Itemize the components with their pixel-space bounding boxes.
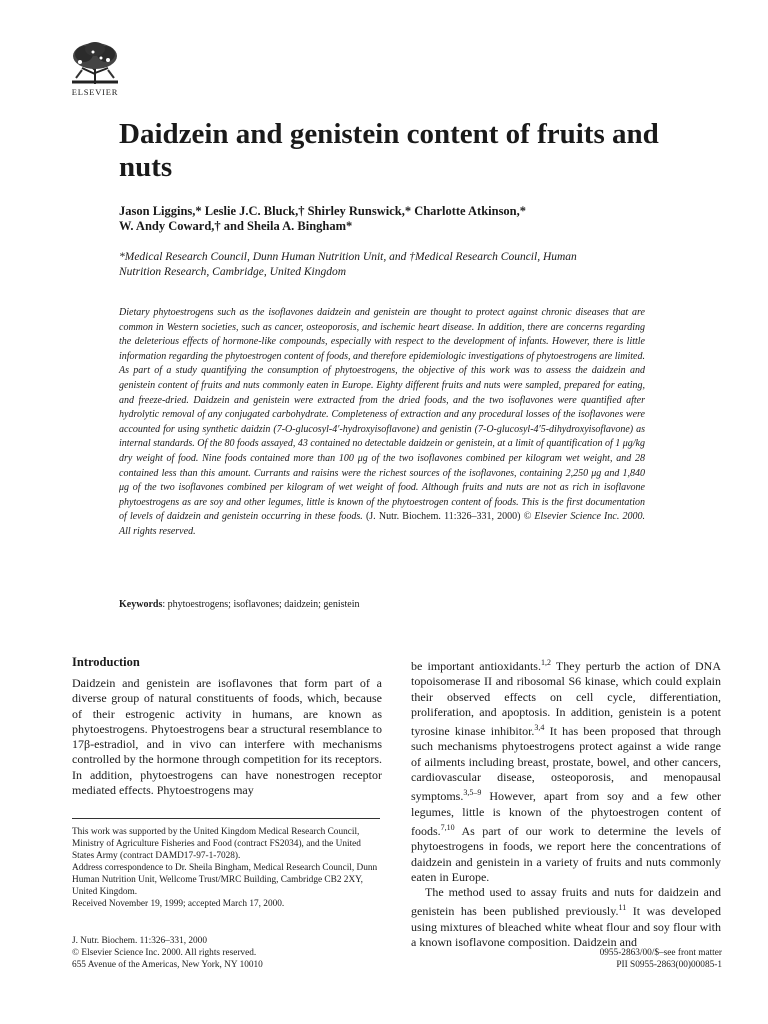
keywords-text: : phytoestrogens; isoflavones; daidzein; genistein	[162, 599, 360, 610]
left-column	[72, 676, 382, 798]
correspondence-note: Address correspondence to Dr. Sheila Bingham, Medical Research Council, Dunn Human Nutrition Unit, Wellcome Trust/MRC Building, Cambridge CB2 2XY, United Kingdom.	[72, 863, 378, 897]
abstract-body: Dietary phytoestrogens such as the isoflavones daidzein and genistein are thought to protect against chronic diseases that are common in Western societies, such as cancer, osteoporosis, and ischemic heart disease. In addition, there are concerns regarding the deleterious effects of hormone-like compounds, especially with respect to the development of infants. However, there is little information regarding the phytoestrogen content of foods, and therefore epidemiologic investigations of phytoestrogens are limited. As part of a study quantifying the consumption of phytoestrogens, the objective of this work was to assess the daidzein and genistein content of fruits and nuts commonly eaten in Europe. Eighty different fruits and nuts were sampled, prepared for eating, and freeze-dried. Daidzein and genistein were extracted from the dried foods, and the two isoflavones were quantified after hydrolytic removal of any conjugated carbohydrate. Completeness of extraction and any procedural losses of the isoflavones were accounted for using synthetic daidzin (7-O-glucosyl-4′-hydroxyisoflavone) and genistin (7-O-glucosyl-4′5-dihydroxyisoflavone) as internal standards. Of the 80 foods assayed, 43 contained no detectable daidzein or genistein, at a limit of quantification of 1 μg/kg dry weight of food. Nine foods contained more than 100 μg of the two isoflavones combined per kilogram wet weight, and 28 contained less than this amount. Currants and raisins were the richest sources of the isoflavones, containing 2,250 μg and 1,840 μg of the two isoflavones combined per kilogram of wet weight of food. Although fruits and nuts are not as rich in isoflavone phytoestrogens as are soy and other legumes, little is known of the phytoestrogen content of foods. This is the first documentation of levels of daidzein and genistein occurring in these foods.	[119, 307, 645, 523]
issn-line: 0955-2863/00/$–see front matter	[599, 948, 722, 958]
abstract	[119, 306, 645, 540]
intro-paragraph: Daidzein and genistein are isoflavones that form part of a diverse group of natural constituents of foods, which, because of their estrogenic activity in humans, are known as phytoestrogens. Phytoestrogens bear a structural resemblance to 17β-estradiol, and in vivo can interfere with mechanisms controlled by the hormone through competition for its receptors. In addition, phytoestrogens can have nonestrogen receptor mediated effects. Phytoestrogens may	[72, 676, 382, 798]
affiliations	[119, 250, 654, 280]
intro-paragraph: The method used to assay fruits and nuts for daidzein and genistein has been published previously.$^{11}$ It was developed using mixtures of bleached white wheat flour and soy flour with a known isoflavone composition. Daidzein and	[411, 885, 721, 950]
footnotes	[72, 826, 382, 910]
author-list	[119, 204, 659, 234]
intro-paragraph: be important antioxidants.$^{1,2}$ They perturb the action of DNA topoisomerase II and ribosomal S6 kinase, which could explain their observed effects on cell cycle, differentiation, proliferation, and apoptosis. In addition, genistein is a potent tyrosine kinase inhibitor.$^{3,4}$ It has been proposed that through such mechanisms phytoestrogens protect against a wide range of ailments including breast, prostate, bowel, and other cancers, cardiovascular disease, osteoporosis, and menopausal symptoms.$^{3,5-9}$ However, apart from soy and a few other legumes, little is known of the phytoestrogen content of foods.$^{7,10}$ As part of our work to determine the levels of phytoestrogens in foods, we report here the concentrations of daidzein and genistein in a variety of fruits and nuts commonly eaten in Europe.	[411, 658, 721, 884]
pii-line: PII S0955-2863(00)00085-1	[616, 960, 722, 970]
keywords-label: Keywords	[119, 599, 163, 610]
author-line: W. Andy Coward,† and Sheila A. Bingham*	[119, 219, 353, 233]
publisher-address: 655 Avenue of the Americas, New York, NY 10010	[72, 960, 263, 970]
publisher-name: ELSEVIER	[71, 87, 119, 97]
footer-journal-info	[72, 935, 263, 971]
affiliation-line: *Medical Research Council, Dunn Human Nutrition Unit, and †Medical Research Council, Human	[119, 251, 577, 263]
footer-identifiers	[480, 947, 722, 971]
copyright-line: © Elsevier Science Inc. 2000. All rights reserved.	[72, 948, 257, 958]
reference-link[interactable]: 7,10	[440, 822, 455, 832]
elsevier-logo	[66, 40, 124, 97]
reference-link[interactable]: 3,5–9	[463, 788, 482, 798]
journal-citation: (J. Nutr. Biochem. 11:326–331, 2000)	[365, 511, 521, 523]
funding-note: This work was supported by the United Kingdom Medical Research Council, Ministry of Agriculture Fisheries and Food (contract FS2034), and the United States Army (contract DAMD17-97-1-7028).	[72, 827, 361, 861]
right-column	[411, 655, 721, 950]
abstract-copyright: © Elsevier Science Inc. 2000. All rights reserved.	[119, 511, 645, 537]
article-title: Daidzein and genistein content of fruits and nuts	[119, 118, 659, 183]
reference-link[interactable]: 3,4	[534, 723, 545, 733]
elsevier-tree-icon	[68, 40, 122, 86]
keywords	[119, 599, 645, 610]
section-heading-introduction: Introduction	[72, 655, 140, 669]
author-line: Jason Liggins,* Leslie J.C. Bluck,† Shirley Runswick,* Charlotte Atkinson,*	[119, 204, 527, 218]
reference-link[interactable]: 11	[618, 903, 627, 913]
journal-reference: J. Nutr. Biochem. 11:326–331, 2000	[72, 936, 207, 946]
affiliation-line: Nutrition Research, Cambridge, United Kingdom	[119, 266, 347, 278]
received-note: Received November 19, 1999; accepted March 17, 2000.	[72, 899, 285, 909]
reference-link[interactable]: 1,2	[540, 658, 551, 667]
footnote-divider	[72, 818, 380, 819]
